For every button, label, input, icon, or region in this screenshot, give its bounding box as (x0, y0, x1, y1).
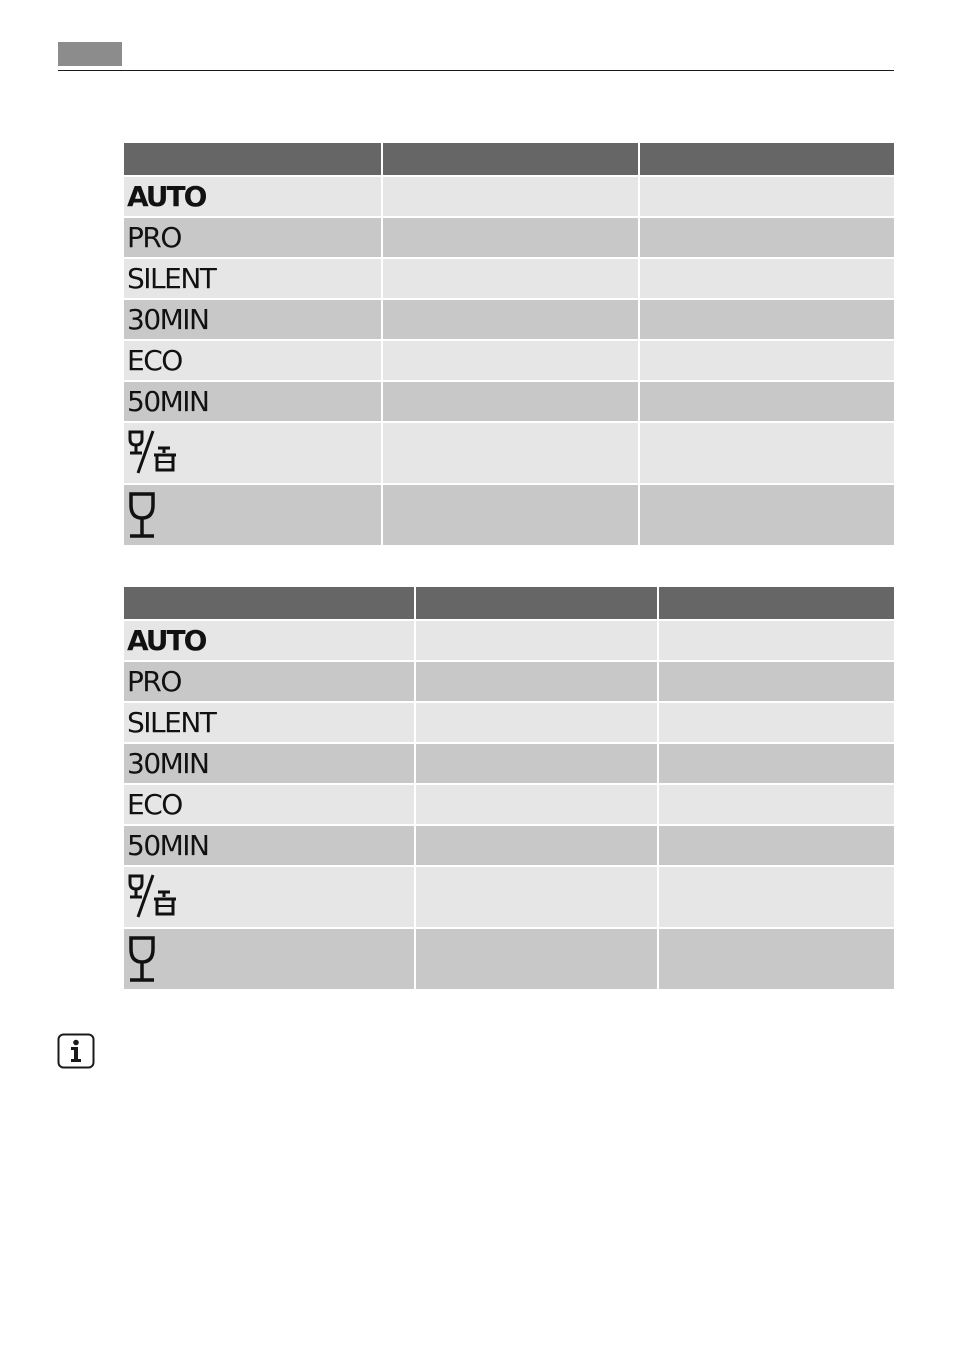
program-50min-label: 50MIN (127, 384, 209, 418)
program-30min-label: 30MIN (127, 746, 209, 780)
table-row (123, 299, 895, 340)
table-row (123, 217, 895, 258)
program-eco-label: ECO (127, 343, 182, 377)
program-silent-label: SILENT (127, 705, 216, 739)
program-30min-label: 30MIN (127, 302, 209, 336)
table-row (123, 176, 895, 217)
table-row (123, 743, 895, 784)
wine-glass-icon (126, 933, 166, 985)
page-header-tab (58, 42, 122, 66)
table-row (123, 381, 895, 422)
program-silent-label: SILENT (127, 261, 216, 295)
program-table-1 (122, 141, 896, 547)
table-header-row (123, 586, 895, 620)
table-row (123, 784, 895, 825)
info-icon (57, 1033, 95, 1069)
header-cell (658, 586, 895, 620)
program-50min-label: 50MIN (127, 828, 209, 862)
table-row (123, 866, 895, 928)
table-row (123, 825, 895, 866)
glass-and-pot-icon (126, 428, 184, 478)
table-header-row (123, 142, 895, 176)
glass-and-pot-icon (126, 872, 184, 922)
table-row (123, 928, 895, 990)
table-row (123, 422, 895, 484)
table-row (123, 484, 895, 546)
header-cell (123, 142, 382, 176)
header-cell (639, 142, 895, 176)
header-cell (123, 586, 415, 620)
table-row (123, 661, 895, 702)
table-row (123, 258, 895, 299)
program-auto-label: AUTO (127, 623, 206, 657)
program-pro-label: PRO (127, 664, 181, 698)
table-row (123, 340, 895, 381)
header-cell (415, 586, 658, 620)
table-row (123, 702, 895, 743)
program-pro-label: PRO (127, 220, 181, 254)
wine-glass-icon (126, 489, 166, 541)
program-eco-label: ECO (127, 787, 182, 821)
program-auto-label: AUTO (127, 179, 206, 213)
table-row (123, 620, 895, 661)
header-rule (58, 70, 894, 71)
program-table-2 (122, 585, 896, 991)
header-cell (382, 142, 639, 176)
